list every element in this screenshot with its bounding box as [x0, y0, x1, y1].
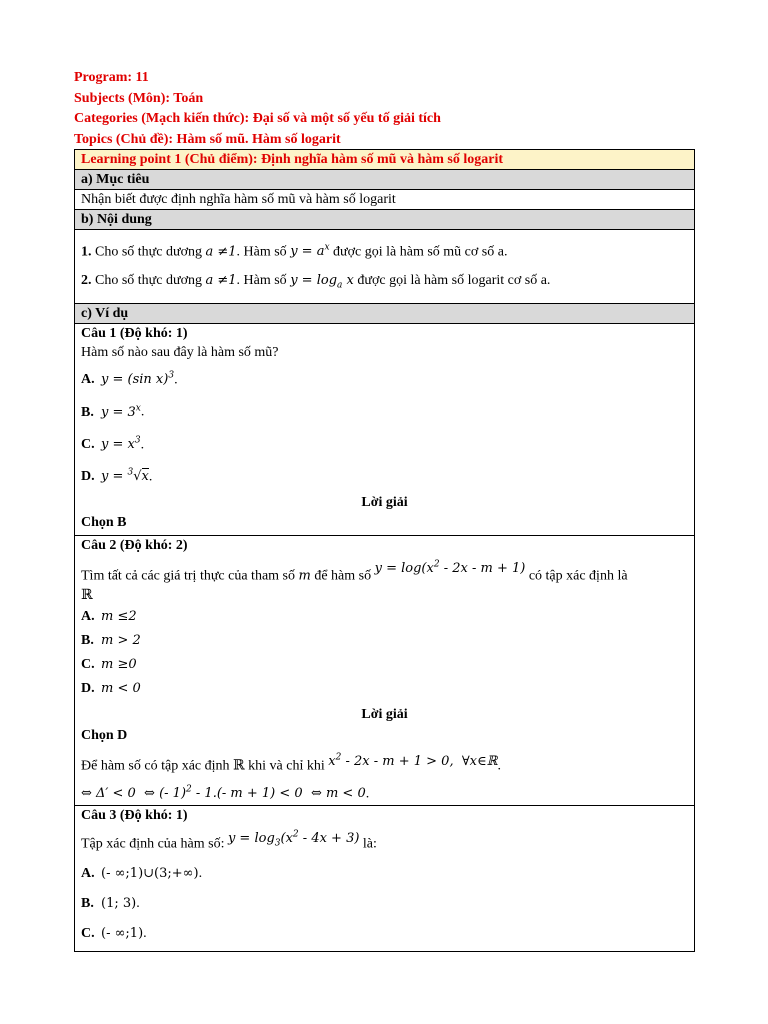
lesson-table: [74, 149, 695, 952]
objective-heading: a) Mục tiêu: [75, 170, 695, 190]
definition-logarithm: 2. Cho số thực dương a ≠1. Hàm số $y = \log_a x$ được gọi là hàm số logarit cơ số a.: [81, 273, 551, 291]
real-set-symbol: ℝ: [81, 587, 93, 603]
category-line: Categories (Mạch kiến thức): Đại số và một số yếu tố giải tích: [74, 111, 441, 126]
option-a: A. m ≤2: [81, 608, 137, 624]
question-3-text: Tập xác định của hàm số: $y = \log_3(x^2 - 4x + 3)$ là:: [81, 829, 377, 852]
option-c: C. $y = x^3$.: [81, 435, 145, 452]
question-1: [75, 323, 695, 535]
option-b: B. $y = 3^x$.: [81, 403, 145, 420]
formula-exponential: $y = a^x$: [290, 243, 330, 260]
question-1-text: Hàm số nào sau đây là hàm số mũ?: [81, 344, 279, 360]
option-b: B. m > 2: [81, 632, 141, 648]
content-heading: b) Nội dung: [75, 210, 695, 230]
formula-log3: $y = \log_3(x^2 - 4x + 3)$: [227, 829, 360, 849]
option-d: D. m < 0: [81, 680, 141, 696]
document-header: [74, 68, 441, 150]
answer-text: Chọn B: [81, 515, 127, 531]
formula-log: $y = \log(x^2 - 2x - m + 1)$: [374, 559, 526, 576]
solution-line-1: Để hàm số có tập xác định ℝ khi và chỉ khi $x^2 - 2x - m + 1 > 0$, ∀x∈ℝ.: [81, 752, 501, 773]
option-d: D. y = $^3$√x.: [81, 467, 153, 485]
solution-heading: Lời giải: [361, 495, 408, 511]
question-2: [75, 536, 695, 806]
question-3-head: Câu 3 (Độ khó: 1): [81, 808, 188, 824]
option-a: A. y = (sin x)$^3$.: [81, 370, 178, 388]
program-line: Program: 11: [74, 70, 149, 85]
question-1-head: Câu 1 (Độ khó: 1): [81, 325, 188, 341]
question-2-text: Tìm tất cả các giá trị thực của tham số m để hàm số $y = \log(x^2 - 2x - m + 1)$ có tập xác định là: [81, 559, 628, 584]
objective-text: Nhận biết được định nghĩa hàm số mũ và hàm số logarit: [75, 190, 695, 210]
learning-point-title: Learning point 1 (Chủ điểm): Định nghĩa hàm số mũ và hàm số logarit: [75, 150, 695, 170]
formula-logarithm: $y = \log_a x$: [290, 273, 354, 291]
solution-heading: Lời giải: [361, 706, 408, 722]
topic-line: Topics (Chủ đề): Hàm số mũ. Hàm số logarit: [74, 131, 341, 147]
option-b: B. (1; 3).: [81, 896, 140, 912]
answer-text: Chọn D: [81, 727, 128, 743]
option-c: C. m ≥0: [81, 656, 137, 672]
option-a: A. (- ∞;1)∪(3;+∞).: [81, 866, 203, 882]
definition-exponential: 1. Cho số thực dương a ≠1. Hàm số $y = a^x$ được gọi là hàm số mũ cơ số a.: [81, 243, 508, 260]
question-2-head: Câu 2 (Độ khó: 2): [81, 538, 188, 554]
content-body: [75, 230, 695, 304]
examples-heading: c) Ví dụ: [75, 303, 695, 323]
subject-line: Subjects (Môn): Toán: [74, 90, 204, 106]
solution-line-2: ⇔ Δ′ < 0 ⇔ (- 1)$^2$ - 1.(- m + 1) < 0 ⇔ m < 0.: [81, 784, 370, 802]
question-3: [75, 806, 695, 952]
option-c: C. (- ∞;1).: [81, 926, 147, 942]
